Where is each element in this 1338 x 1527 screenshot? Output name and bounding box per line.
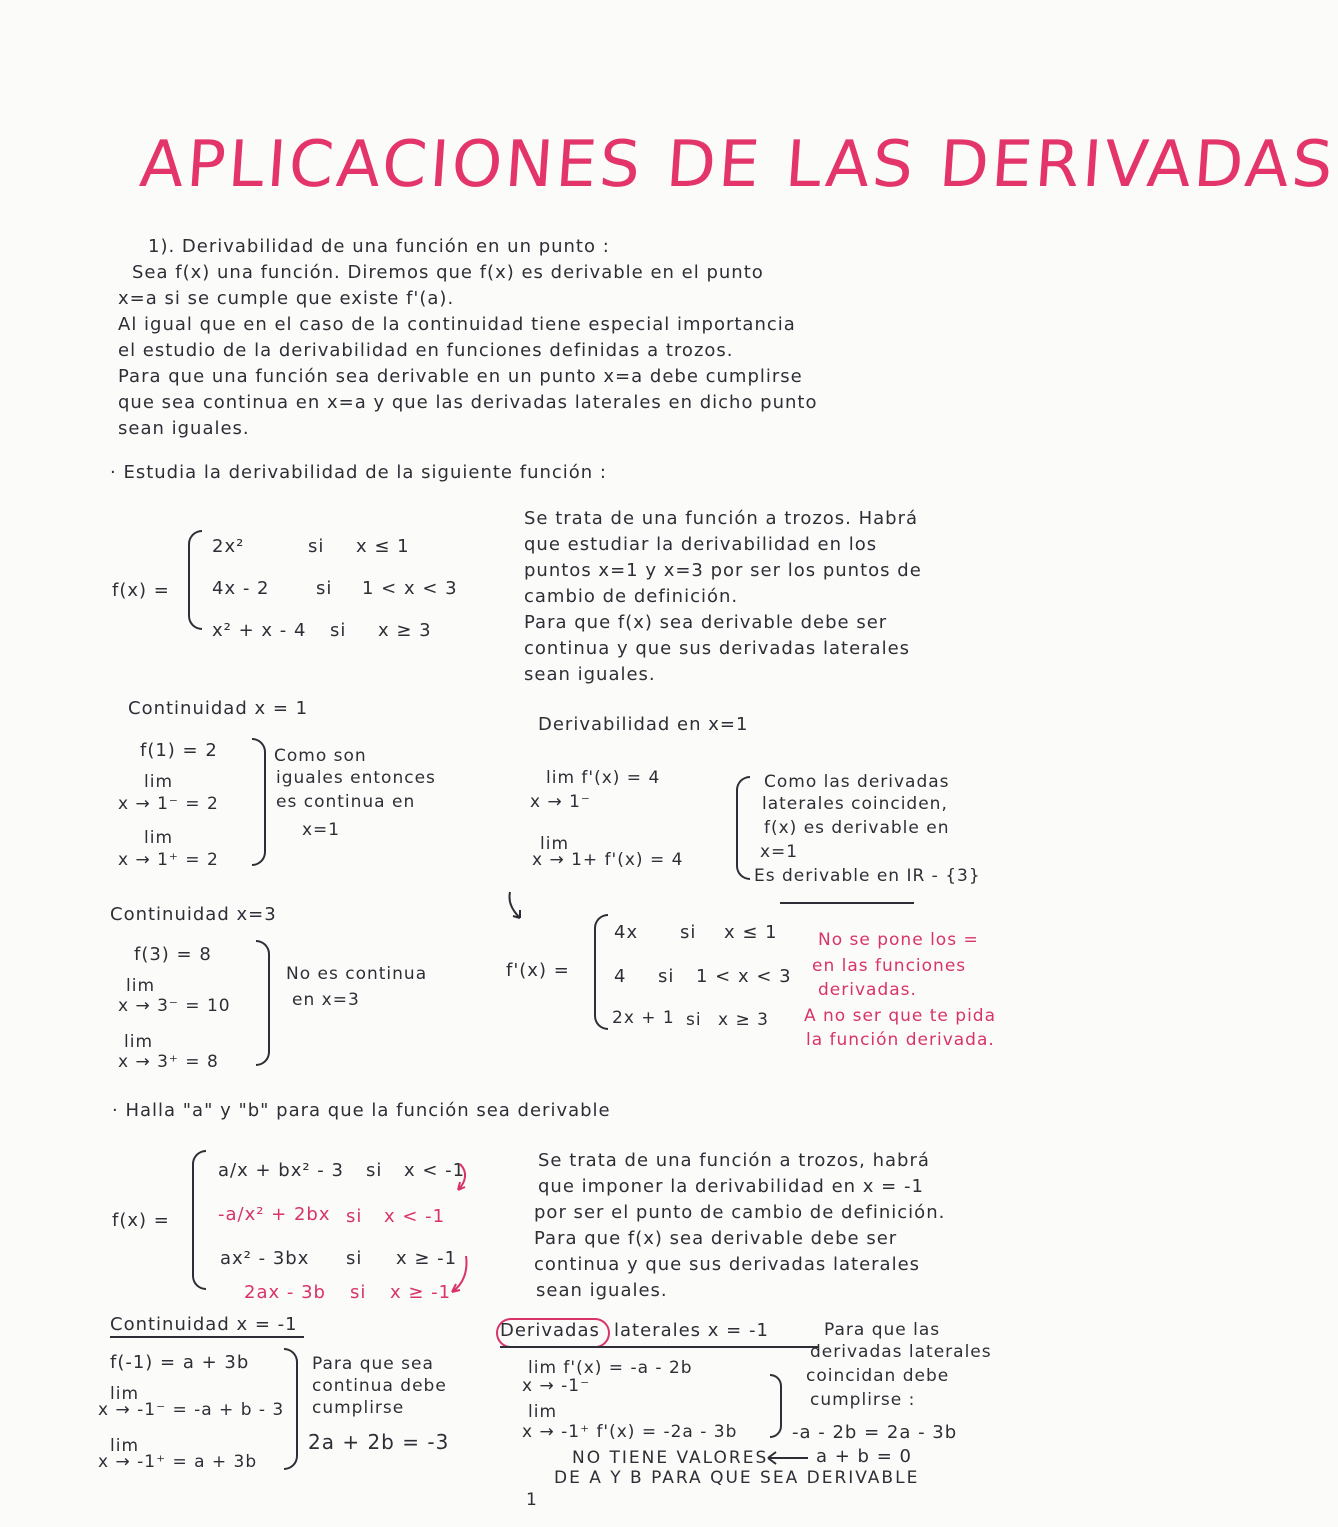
explanation-line: que estudiar la derivabilidad en los <box>524 534 878 555</box>
note-line: iguales entonces <box>276 768 436 788</box>
note-line: Para que las <box>824 1320 941 1340</box>
math-line: x → -1⁻ = -a + b - 3 <box>98 1400 285 1420</box>
explanation-line: sean iguales. <box>524 664 656 685</box>
math-line: f(-1) = a + 3b <box>110 1352 250 1373</box>
math-line: lim <box>144 828 174 848</box>
piece-expr: -a/x² + 2bx <box>218 1204 331 1225</box>
piece-expr: 2ax - 3b <box>244 1282 326 1303</box>
subheading: Derivadas <box>500 1320 600 1341</box>
piece-si: si <box>330 620 347 641</box>
piece-cond: x ≥ -1 <box>396 1248 458 1269</box>
math-line: x → -1⁺ f'(x) = -2a - 3b <box>522 1422 738 1442</box>
left-brace <box>192 1150 206 1290</box>
pink-note-line: derivadas. <box>818 980 917 1000</box>
intro-line: el estudio de la derivabilidad en funciones definidas a trozos. <box>118 340 734 361</box>
intro-line: Al igual que en el caso de la continuidad tiene especial importancia <box>118 314 796 335</box>
arrow-left-icon <box>762 1448 810 1468</box>
piece-expr: 4 <box>614 966 627 987</box>
piece-cond: 1 < x < 3 <box>696 966 792 987</box>
explanation-line: puntos x=1 y x=3 por ser los puntos de <box>524 560 922 581</box>
piece-expr: ax² - 3bx <box>220 1248 310 1269</box>
piece-cond: x ≤ 1 <box>724 922 778 943</box>
page-number: 1 <box>526 1490 538 1510</box>
math-line: lim f'(x) = -a - 2b <box>528 1358 693 1378</box>
piece-cond: x < -1 <box>404 1160 466 1181</box>
explanation-line: Para que f(x) sea derivable debe ser <box>534 1228 898 1249</box>
piece-expr: x² + x - 4 <box>212 620 307 641</box>
pink-note-line: en las funciones <box>812 956 967 976</box>
math-line: x → 1⁺ = 2 <box>118 850 219 870</box>
note-line: en x=3 <box>292 990 360 1010</box>
underline <box>780 902 914 904</box>
note-line: Como las derivadas <box>764 772 950 792</box>
piece-cond: x < -1 <box>384 1206 446 1227</box>
left-brace <box>594 914 608 1030</box>
explanation-line: cambio de definición. <box>524 586 739 607</box>
piece-si: si <box>346 1206 363 1227</box>
math-line: lim <box>144 772 174 792</box>
piece-expr: 4x - 2 <box>212 578 270 599</box>
piece-cond: x ≥ -1 <box>390 1282 452 1303</box>
left-brace <box>736 776 750 880</box>
piece-si: si <box>686 1010 702 1030</box>
math-line: lim <box>528 1402 558 1422</box>
intro-line: Para que una función sea derivable en un punto x=a debe cumplirse <box>118 366 803 387</box>
note-line: continua debe <box>312 1376 447 1396</box>
subheading: Continuidad x = -1 <box>110 1314 298 1335</box>
subheading: Continuidad x = 1 <box>128 698 309 719</box>
note-line: Para que sea <box>312 1354 434 1374</box>
math-line: lim <box>540 834 570 854</box>
underline <box>500 1346 818 1348</box>
math-line: lim <box>110 1384 140 1404</box>
note-line: Como son <box>274 746 367 766</box>
underline <box>110 1336 304 1338</box>
page-title: APLICACIONES DE LAS DERIVADAS <box>137 128 1338 202</box>
equation: a + b = 0 <box>816 1446 912 1467</box>
piece-si: si <box>346 1248 363 1269</box>
piece-expr: a/x + bx² - 3 <box>218 1160 344 1181</box>
continuity-equation: 2a + 2b = -3 <box>308 1430 450 1454</box>
right-brace <box>252 738 266 866</box>
math-line: x → 3⁻ = 10 <box>118 996 231 1016</box>
subheading: Continuidad x=3 <box>110 904 277 925</box>
explanation-line: Se trata de una función a trozos, habrá <box>538 1150 930 1171</box>
math-line: lim <box>110 1436 140 1456</box>
math-line: x → 3⁺ = 8 <box>118 1052 219 1072</box>
pink-note-line: A no ser que te pida <box>804 1006 997 1026</box>
math-line: x → 1⁻ = 2 <box>118 794 219 814</box>
function-label: f(x) = <box>112 580 170 601</box>
left-brace <box>188 530 202 630</box>
math-line: lim <box>126 976 156 996</box>
right-brace <box>770 1374 782 1438</box>
note-line: cumplirse : <box>810 1390 916 1410</box>
math-line: x → 1+ f'(x) = 4 <box>532 850 684 870</box>
math-line: lim f'(x) = 4 <box>546 768 661 788</box>
subheading: Derivabilidad en x=1 <box>538 714 749 735</box>
intro-line: que sea continua en x=a y que las derivadas laterales en dicho punto <box>118 392 818 413</box>
piece-si: si <box>350 1282 367 1303</box>
pink-note-line: la función derivada. <box>806 1030 995 1050</box>
piece-cond: x ≥ 3 <box>378 620 432 641</box>
piece-si: si <box>308 536 325 557</box>
piece-cond: x ≤ 1 <box>356 536 410 557</box>
explanation-line: continua y que sus derivadas laterales <box>524 638 911 659</box>
piece-si: si <box>366 1160 383 1181</box>
math-line: lim <box>124 1032 154 1052</box>
piece-si: si <box>316 578 333 599</box>
note-line: f(x) es derivable en <box>764 818 950 838</box>
note-line: cumplirse <box>312 1398 405 1418</box>
explanation-line: sean iguales. <box>536 1280 668 1301</box>
right-brace <box>284 1348 298 1470</box>
exercise-prompt: · Estudia la derivabilidad de la siguiente función : <box>110 462 607 483</box>
explanation-line: continua y que sus derivadas laterales <box>534 1254 921 1275</box>
piece-expr: 4x <box>614 922 639 943</box>
function-label: f(x) = <box>112 1210 170 1231</box>
explanation-line: Se trata de una función a trozos. Habrá <box>524 508 919 529</box>
piece-expr: 2x² <box>212 536 245 557</box>
math-line: f(1) = 2 <box>140 740 218 761</box>
note-line: coincidan debe <box>806 1366 950 1386</box>
piece-expr: 2x + 1 <box>612 1008 675 1028</box>
derivative-arrows-icon <box>446 1160 476 1300</box>
arrow-down-icon <box>504 890 528 924</box>
section-heading: 1). Derivabilidad de una función en un punto : <box>148 236 610 257</box>
piece-si: si <box>680 922 697 943</box>
note-line: es continua en <box>276 792 416 812</box>
function-label: f'(x) = <box>506 960 570 981</box>
conclusion: DE A Y B PARA QUE SEA DERIVABLE <box>554 1468 920 1488</box>
piece-cond: 1 < x < 3 <box>362 578 458 599</box>
subheading: laterales x = -1 <box>614 1320 769 1341</box>
note-line: No es continua <box>286 964 428 984</box>
right-brace <box>256 940 270 1066</box>
math-line: x → -1⁺ = a + 3b <box>98 1452 258 1472</box>
math-line: x → -1⁻ <box>522 1376 591 1396</box>
note-line: x=1 <box>302 820 341 840</box>
equation: -a - 2b = 2a - 3b <box>792 1422 958 1443</box>
conclusion: Es derivable en IR - {3} <box>754 866 981 886</box>
note-line: derivadas laterales <box>810 1342 992 1362</box>
conclusion: NO TIENE VALORES <box>572 1448 769 1468</box>
pink-note-line: No se pone los = <box>818 930 979 950</box>
math-line: x → 1⁻ <box>530 792 591 812</box>
explanation-line: que imponer la derivabilidad en x = -1 <box>538 1176 924 1197</box>
intro-line: Sea f(x) una función. Diremos que f(x) es derivable en el punto <box>132 262 764 283</box>
explanation-line: por ser el punto de cambio de definición. <box>534 1202 946 1223</box>
intro-line: x=a si se cumple que existe f'(a). <box>118 288 455 309</box>
piece-cond: x ≥ 3 <box>718 1010 769 1030</box>
math-line: f(3) = 8 <box>134 944 212 965</box>
intro-line: sean iguales. <box>118 418 250 439</box>
explanation-line: Para que f(x) sea derivable debe ser <box>524 612 888 633</box>
exercise-prompt: · Halla "a" y "b" para que la función sea derivable <box>112 1100 611 1121</box>
piece-si: si <box>658 966 675 987</box>
note-line: x=1 <box>760 842 799 862</box>
note-line: laterales coinciden, <box>762 794 948 814</box>
